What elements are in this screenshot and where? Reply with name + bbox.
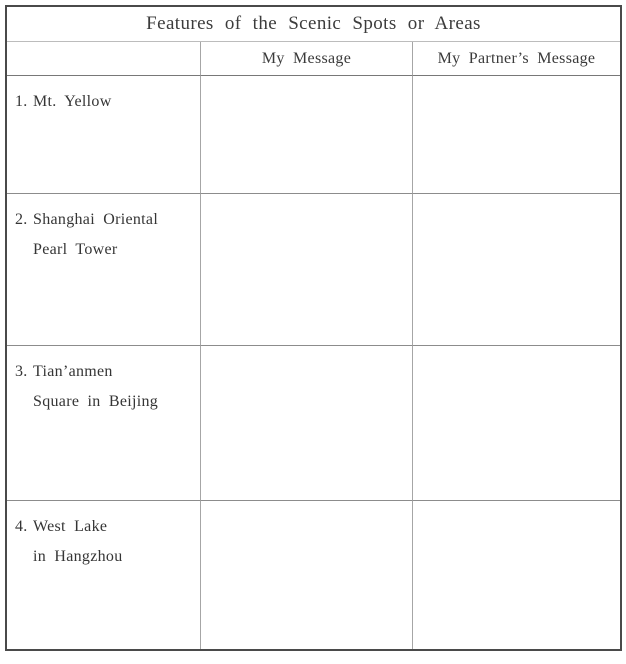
partner-message-cell-3[interactable] (412, 346, 620, 501)
spot-line (15, 357, 194, 387)
title-row (7, 7, 620, 42)
table-row (7, 501, 620, 649)
spot-number: 1. (15, 93, 28, 110)
table-title: Features of the Scenic Spots or Areas (7, 7, 620, 42)
spot-name: Tian’anmen (33, 363, 113, 380)
table-row (7, 346, 620, 501)
table-row (7, 76, 620, 194)
spot-name: Shanghai Oriental (33, 211, 159, 228)
spot-line-continued: Pearl Tower (33, 241, 118, 258)
my-message-cell-2[interactable] (200, 194, 412, 346)
spot-line-continued: in Hangzhou (33, 548, 123, 565)
header-spot-column (7, 42, 200, 76)
partner-message-cell-1[interactable] (412, 76, 620, 194)
spot-label-1 (7, 76, 200, 194)
spot-label-4 (7, 501, 200, 649)
header-row (7, 42, 620, 76)
spot-number: 2. (15, 211, 28, 228)
my-message-cell-1[interactable] (200, 76, 412, 194)
my-message-cell-3[interactable] (200, 346, 412, 501)
my-message-cell-4[interactable] (200, 501, 412, 649)
spot-name: West Lake (33, 518, 108, 535)
spot-name: Mt. Yellow (33, 93, 112, 110)
spot-label-2 (7, 194, 200, 346)
spot-number: 4. (15, 518, 28, 535)
spot-label-3 (7, 346, 200, 501)
header-partner-message: My Partner’s Message (412, 42, 620, 76)
spot-line (15, 205, 194, 235)
partner-message-cell-4[interactable] (412, 501, 620, 649)
header-my-message: My Message (200, 42, 412, 76)
partner-message-cell-2[interactable] (412, 194, 620, 346)
table-row (7, 194, 620, 346)
spot-line-continued: Square in Beijing (33, 393, 159, 410)
spot-line (15, 87, 194, 117)
spot-number: 3. (15, 363, 28, 380)
features-table (5, 5, 622, 651)
spot-line (15, 512, 194, 542)
